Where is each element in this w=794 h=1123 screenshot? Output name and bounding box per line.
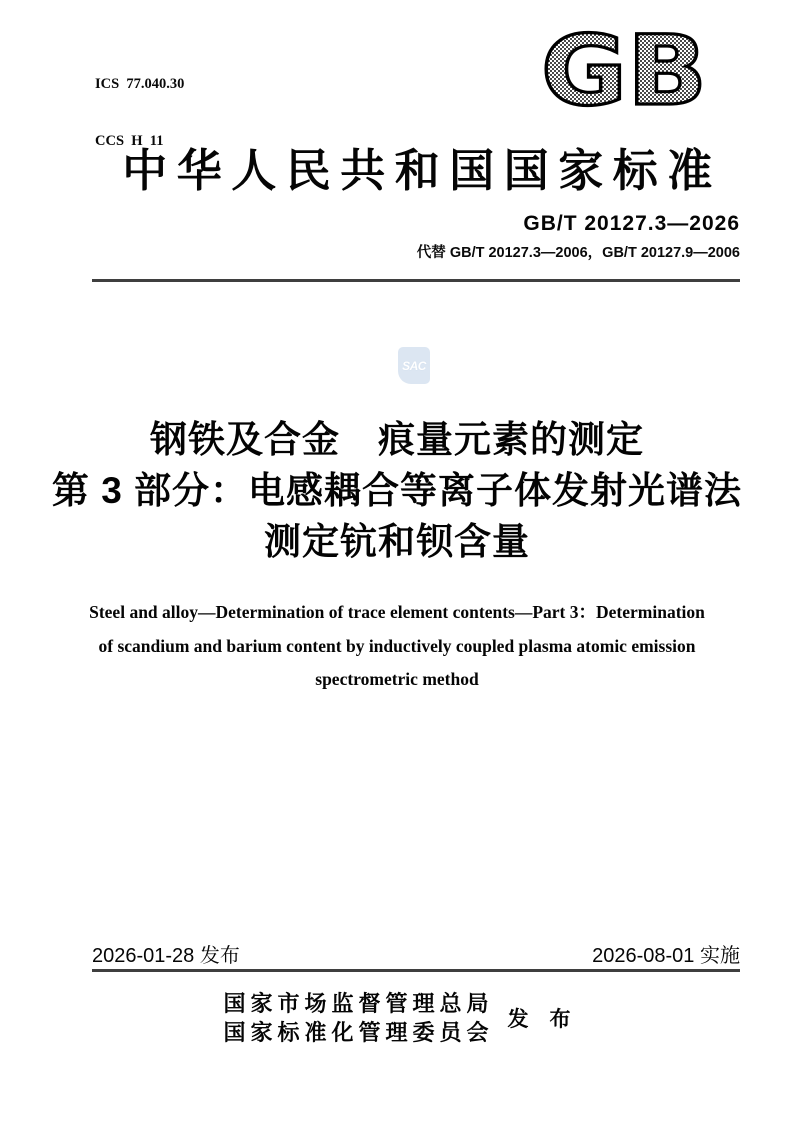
issued-label: 发 布 bbox=[507, 1007, 571, 1031]
issuing-bodies bbox=[0, 989, 794, 1047]
title-en-line-2: of scandium and barium content by inductively coupled plasma atomic emission bbox=[98, 635, 696, 656]
sac-watermark bbox=[398, 347, 430, 384]
header-rule bbox=[92, 279, 740, 282]
title-zh-line-1: 钢铁及合金 痕量元素的测定 bbox=[150, 419, 644, 460]
title-chinese bbox=[0, 414, 794, 567]
issue-date: 2026-01-28 发布 bbox=[92, 945, 240, 967]
issuer-names bbox=[223, 989, 493, 1047]
standard-number: GB/T 20127.3—2026 bbox=[523, 212, 740, 235]
sac-watermark-text: SAC bbox=[402, 358, 426, 373]
ccs-code: CCS H 11 bbox=[95, 133, 164, 149]
issuer-name-1: 国家市场监督管理总局 bbox=[223, 991, 494, 1016]
implementation-date: 2026-08-01 实施 bbox=[592, 945, 740, 967]
issuer-name-2: 国家标准化管理委员会 bbox=[223, 1020, 494, 1045]
national-standard-heading: 中华人民共和国国家标准 bbox=[122, 146, 722, 196]
title-english bbox=[60, 596, 734, 697]
title-en-line-1: Steel and alloy—Determination of trace element contents—Part 3：Determination bbox=[89, 602, 705, 622]
title-en-line-3: spectrometric method bbox=[315, 669, 479, 689]
gb-logo-text: GB bbox=[541, 22, 707, 116]
date-row bbox=[92, 939, 740, 968]
footer-rule bbox=[92, 969, 740, 972]
replaces-note: 代替 GB/T 20127.3—2006，GB/T 20127.9—2006 bbox=[416, 245, 740, 261]
gb-logo bbox=[538, 22, 710, 116]
title-zh-line-2: 第 3 部分：电感耦合等离子体发射光谱法 bbox=[51, 470, 743, 511]
ics-code: ICS 77.040.30 bbox=[95, 76, 185, 92]
title-zh-line-3: 测定钪和钡含量 bbox=[264, 521, 530, 562]
